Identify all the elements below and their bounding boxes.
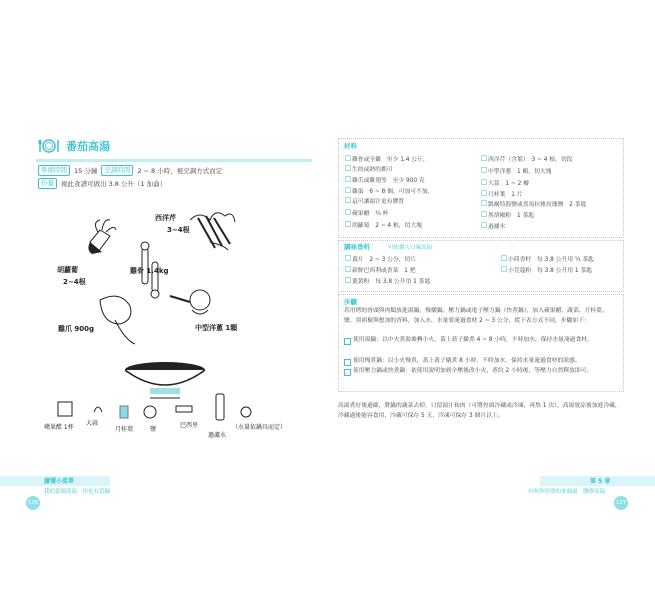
steps-label: 步驟 [344, 298, 357, 306]
label-celery: 西洋芹 [155, 214, 176, 222]
label-bay-leaf: 月桂葉 [115, 426, 134, 433]
label-celery-qty: 3~4根 [167, 226, 190, 234]
cook-time-value: 2 ~ 8 小時，視烹調方式而定 [137, 167, 223, 175]
ingredient-item: 月桂葉 1 片 [488, 189, 523, 198]
seasoning-note: 可依個人口味添加 [388, 245, 433, 251]
label-bones: 雞骨 1.4kg [130, 267, 169, 275]
right-footer-text: 有時你你別的來頭湯 醫療高湯 [528, 489, 606, 495]
left-footer-subtitle: 我的菜園高湯，你也有當歸 [44, 489, 111, 495]
plate-icon [38, 138, 60, 154]
label-water: 過濾水 [208, 432, 227, 439]
ingredients-label: 材料 [344, 142, 357, 150]
ingredient-item: 胡蘿蔔 2 ~ 4 根，切大塊 [352, 220, 422, 229]
prep-time-tag: 準備時間 [38, 165, 70, 176]
yield-tag: 份量 [38, 178, 57, 189]
label-vinegar: 蘋果醋 1杯 [44, 424, 74, 431]
seasoning-label: 調味香料 [344, 243, 370, 251]
seasoning-item: 薑黃粉 每 3.8 公升用 1 茶匙 [352, 276, 430, 285]
cook-time-tag: 烹調時間 [101, 165, 133, 176]
label-carrot: 胡蘿蔔 [57, 266, 78, 274]
ingredient-item: 西洋芹（含葉） 3 ~ 4 根，切段 [488, 154, 572, 163]
step-item: 使用湯鍋：以中火煮湯後轉小火，蓋上蓋子燉煮 4 ~ 8 小時，不時加水，保持水量淹過食材。 [353, 337, 593, 343]
seasoning-item: 薑片 2 ~ 3 公分，切片 [352, 254, 416, 263]
title-underline [36, 159, 312, 162]
yield-value: 視此食譜可做出 3.8 公升（1 加侖） [61, 180, 167, 188]
ingredient-item: 雞爪或雞翅等 至少 900 克 [352, 175, 425, 184]
right-footer-chapter: 第 5 章 [590, 478, 611, 485]
label-parsley: 巴西里 [180, 422, 199, 429]
ingredient-item: 這可讓湯汁更有膠質 [352, 196, 404, 205]
right-page [328, 0, 655, 609]
label-garlic: 大蒜 [86, 420, 99, 427]
celery-drawing [190, 213, 235, 250]
step-bullet [344, 338, 351, 345]
label-water-note: （水量依鍋具而定） [232, 424, 287, 431]
ingredient-item: 過濾水 [488, 221, 505, 230]
step-item: 使用慢煮鍋：以小火慢煮，蓋上蓋子燉煮 8 小時，不時加水，保持水量淹過食材的狀態。 [353, 358, 581, 364]
ingredient-item: 雞骨或全雞 至少 1.4 公斤， [352, 154, 429, 163]
carrot-drawing [88, 220, 116, 254]
left-page-number: 126 [26, 496, 40, 510]
seasoning-item: 小茴香籽 每 3.8 公升用 ¼ 茶匙 [508, 254, 594, 263]
yield-line [38, 178, 166, 189]
recipe-title-row [38, 138, 110, 154]
onion-drawing [170, 290, 210, 314]
wok-drawing [125, 362, 205, 398]
ingredient-item: 生的或熟的都可 [352, 164, 393, 173]
seasoning-item: 小荳蔻粉 每 3.8 公升用 1 茶匙 [508, 265, 592, 274]
ingredient-illustration [40, 200, 290, 430]
ingredient-item: 中型洋蔥 1 顆，切大塊 [488, 166, 552, 175]
prep-time-line [38, 165, 222, 176]
left-page [0, 0, 327, 609]
step-bullet [344, 369, 351, 376]
ingredient-item: 蘋果醋 ¼ 杯 [352, 208, 388, 217]
step-item: 使用壓力鍋或快煮鍋：依使用說明加到全壓後改小火，煮約 2 小時後，等壓力自然釋放即可。 [353, 368, 593, 374]
left-footer-chapter: 讀懂小菜單 [44, 478, 75, 485]
ingredient-item: 雞蛋 6 ~ 8 個，可加可不加， [352, 186, 434, 195]
right-page-number: 127 [614, 496, 628, 510]
label-salt: 鹽 [150, 426, 157, 433]
chicken-feet-drawing [100, 296, 135, 344]
label-carrot-qty: 2~4根 [63, 278, 86, 286]
step-bullet [344, 359, 351, 366]
seasoning-item: 新鮮巴西利或香菜 1 把 [352, 265, 416, 274]
ingredient-item: 凱爾特海鹽或喜馬拉雅玫瑰鹽 2 茶匙 [488, 199, 586, 208]
ingredient-item: 大蒜 1 ~ 2 瓣 [488, 178, 529, 187]
steps-intro: 若用烤的骨頭與肉類放進湯鍋、慢燉鍋、壓力鍋或電子壓力鍋（快煮鍋），加入蘋果醋、蔬菜、月桂葉、鹽、黑胡椒與想加的香料，加入水，水量要淹過食材 2 ~ 3 公分，從下表方式不同，步驟如下： [344, 308, 608, 324]
label-onion: 中型洋蔥 1顆 [195, 324, 238, 332]
recipe-title: 番茄高湯 [66, 140, 110, 153]
closing-paragraph: 高湯煮好後過篩，將鍋的蔬菜去掉，只留湯汁和肉（可將骨頭冷藏或冷凍，再熬 1 次），高湯放涼後加進冷藏，冷藏過後能容食用，冷藏可保存 5 天，冷凍可保存 3 個月以上。 [338, 403, 621, 419]
ingredient-item: 黑胡椒粉 1 茶匙 [488, 210, 534, 219]
prep-time-value: 15 分鐘 [74, 167, 98, 175]
label-feet: 雞爪 900g [58, 325, 95, 333]
